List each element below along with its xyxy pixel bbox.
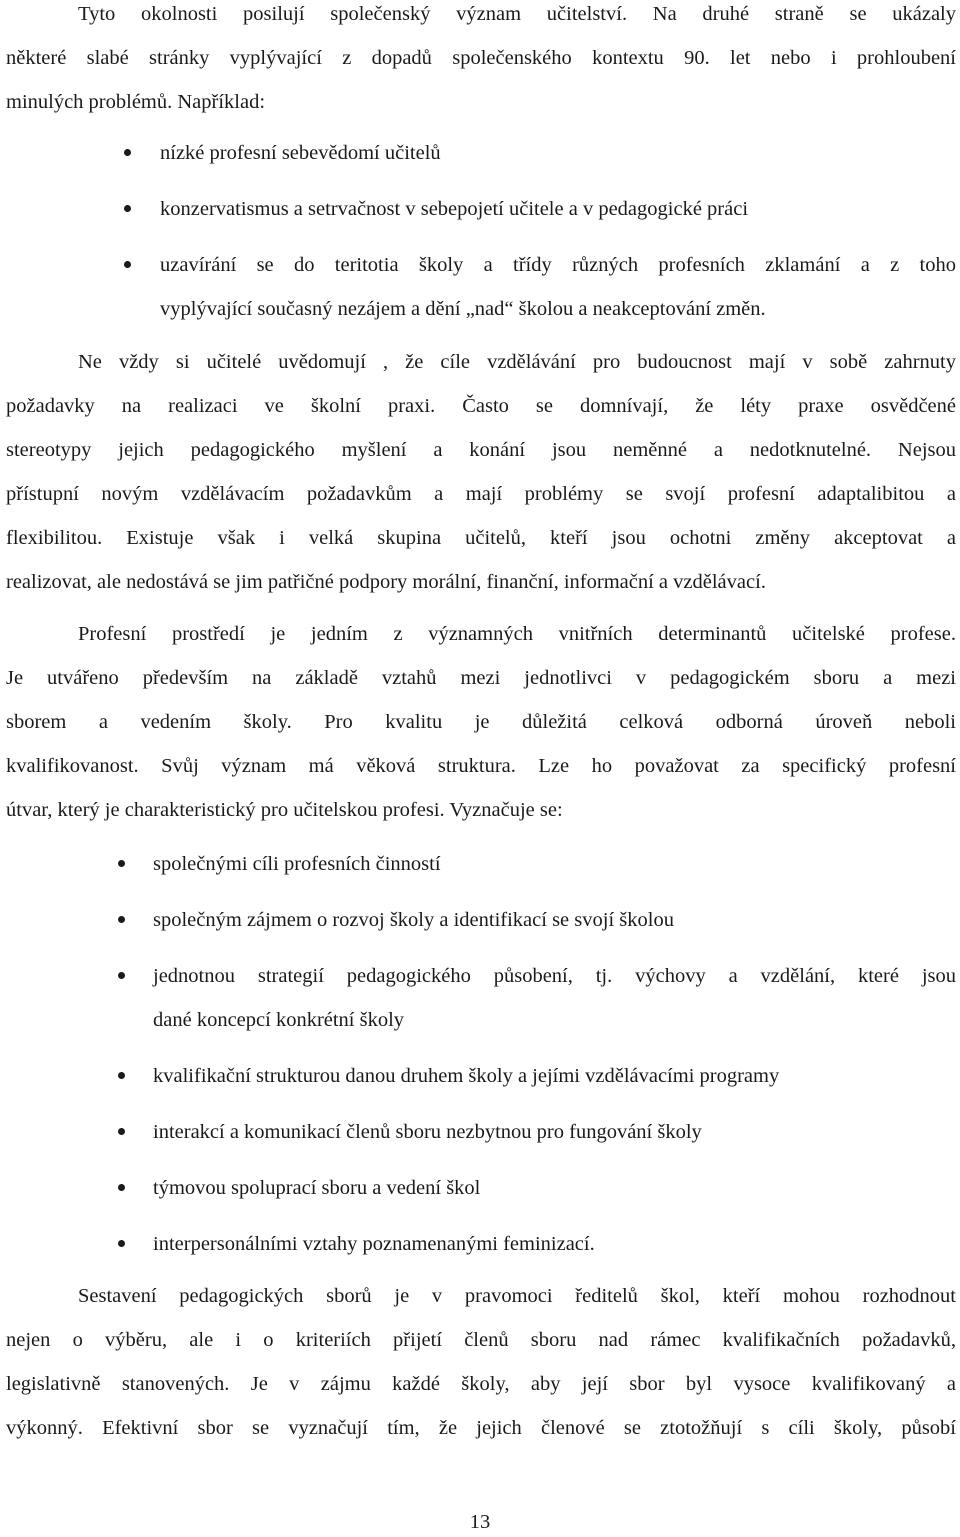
list-item — [6, 842, 956, 886]
paragraph-staff-composition — [6, 1274, 956, 1450]
list-item — [6, 1054, 956, 1098]
list-item-text: konzervatismus a setrvačnost v sebepojetí učitele a v pedagogické práci — [160, 198, 749, 220]
paragraph-teachers-awareness — [6, 340, 956, 604]
list-item — [6, 243, 956, 331]
text-line: legislativně stanovených. Je v zájmu každé školy, aby její sbor byl vysoce kvalifikovaný a — [6, 1373, 956, 1395]
bullet-icon — [118, 1072, 125, 1079]
bullet-list-problems — [6, 131, 956, 331]
paragraph-intro — [6, 0, 956, 124]
text-line: požadavky na realizaci ve školní praxi. Často se domnívají, že léty praxe osvědčené — [6, 395, 956, 417]
list-item — [6, 1222, 956, 1266]
text-line: Tyto okolnosti posilují společenský význam učitelství. Na druhé straně se ukázaly — [78, 3, 956, 25]
text-line: minulých problémů. Například: — [6, 91, 266, 113]
bullet-list-characteristics — [6, 842, 956, 1266]
text-line: některé slabé stránky vyplývající z dopadů společenského kontextu 90. let nebo i prohloubení — [6, 47, 956, 69]
list-item — [6, 954, 956, 1042]
text-line: sborem a vedením školy. Pro kvalitu je důležitá celková odborná úroveň neboli — [6, 711, 956, 733]
list-item-text: týmovou spoluprací sboru a vedení škol — [153, 1177, 481, 1199]
text-line: útvar, který je charakteristický pro učitelskou profesi. Vyznačuje se: — [6, 799, 563, 821]
bullet-icon — [118, 972, 125, 979]
paragraph-professional-environment — [6, 612, 956, 832]
list-item-text: interakcí a komunikací členů sboru nezbytnou pro fungování školy — [153, 1121, 702, 1143]
text-line: nejen o výběru, ale i o kriteriích přijetí členů sboru nad rámec kvalifikačních požadavků, — [6, 1329, 956, 1351]
list-item-text: jednotnou strategií pedagogického působení, tj. výchovy a vzdělání, které jsou — [153, 965, 956, 987]
list-item-text: dané koncepcí konkrétní školy — [153, 1009, 405, 1031]
bullet-icon — [124, 261, 131, 268]
text-line: Je utvářeno především na základě vztahů mezi jednotlivci v pedagogickém sboru a mezi — [6, 667, 956, 689]
list-item — [6, 187, 956, 231]
list-item-text: kvalifikační strukturou danou druhem školy a jejími vzdělávacími programy — [153, 1065, 780, 1087]
list-item-text: společnými cíli profesních činností — [153, 853, 441, 875]
list-item-text: společným zájmem o rozvoj školy a identifikací se svojí školou — [153, 909, 674, 931]
list-item-text: uzavírání se do teritotia školy a třídy různých profesních zklamání a z toho — [160, 254, 956, 276]
text-line: realizovat, ale nedostává se jim patřičné podpory morální, finanční, informační a vzdělávací. — [6, 571, 766, 593]
list-item — [6, 1166, 956, 1210]
bullet-icon — [124, 149, 131, 156]
text-line: stereotypy jejich pedagogického myšlení a konání jsou neměnné a nedotknutelné. Nejsou — [6, 439, 956, 461]
text-line: přístupní novým vzdělávacím požadavkům a mají problémy se svojí profesní adaptalibitou a — [6, 483, 956, 505]
list-item-text: vyplývající současný nezájem a dění „nad“ školou a neakceptování změn. — [160, 298, 766, 320]
text-line: kvalifikovanost. Svůj význam má věková struktura. Lze ho považovat za specifický profesní — [6, 755, 956, 777]
bullet-icon — [118, 860, 125, 867]
text-line: Sestavení pedagogických sborů je v pravomoci ředitelů škol, kteří mohou rozhodnout — [78, 1285, 956, 1307]
list-item — [6, 131, 956, 175]
bullet-icon — [118, 1128, 125, 1135]
list-item — [6, 1110, 956, 1154]
bullet-icon — [118, 916, 125, 923]
list-item — [6, 898, 956, 942]
page-number: 13 — [469, 1511, 491, 1533]
list-item-text: interpersonálními vztahy poznamenanými feminizací. — [153, 1233, 595, 1255]
list-item-text: nízké profesní sebevědomí učitelů — [160, 142, 441, 164]
text-line: výkonný. Efektivní sbor se vyznačují tím, že jejich členové se ztotožňují s cíli školy, působí — [6, 1417, 956, 1439]
bullet-icon — [118, 1184, 125, 1191]
bullet-icon — [124, 205, 131, 212]
text-line: flexibilitou. Existuje však i velká skupina učitelů, kteří jsou ochotni změny akceptovat a — [6, 527, 956, 549]
text-line: Ne vždy si učitelé uvědomují , že cíle vzdělávání pro budoucnost mají v sobě zahrnuty — [78, 351, 956, 373]
bullet-icon — [118, 1240, 125, 1247]
text-line: Profesní prostředí je jedním z významných vnitřních determinantů učitelské profese. — [78, 623, 956, 645]
